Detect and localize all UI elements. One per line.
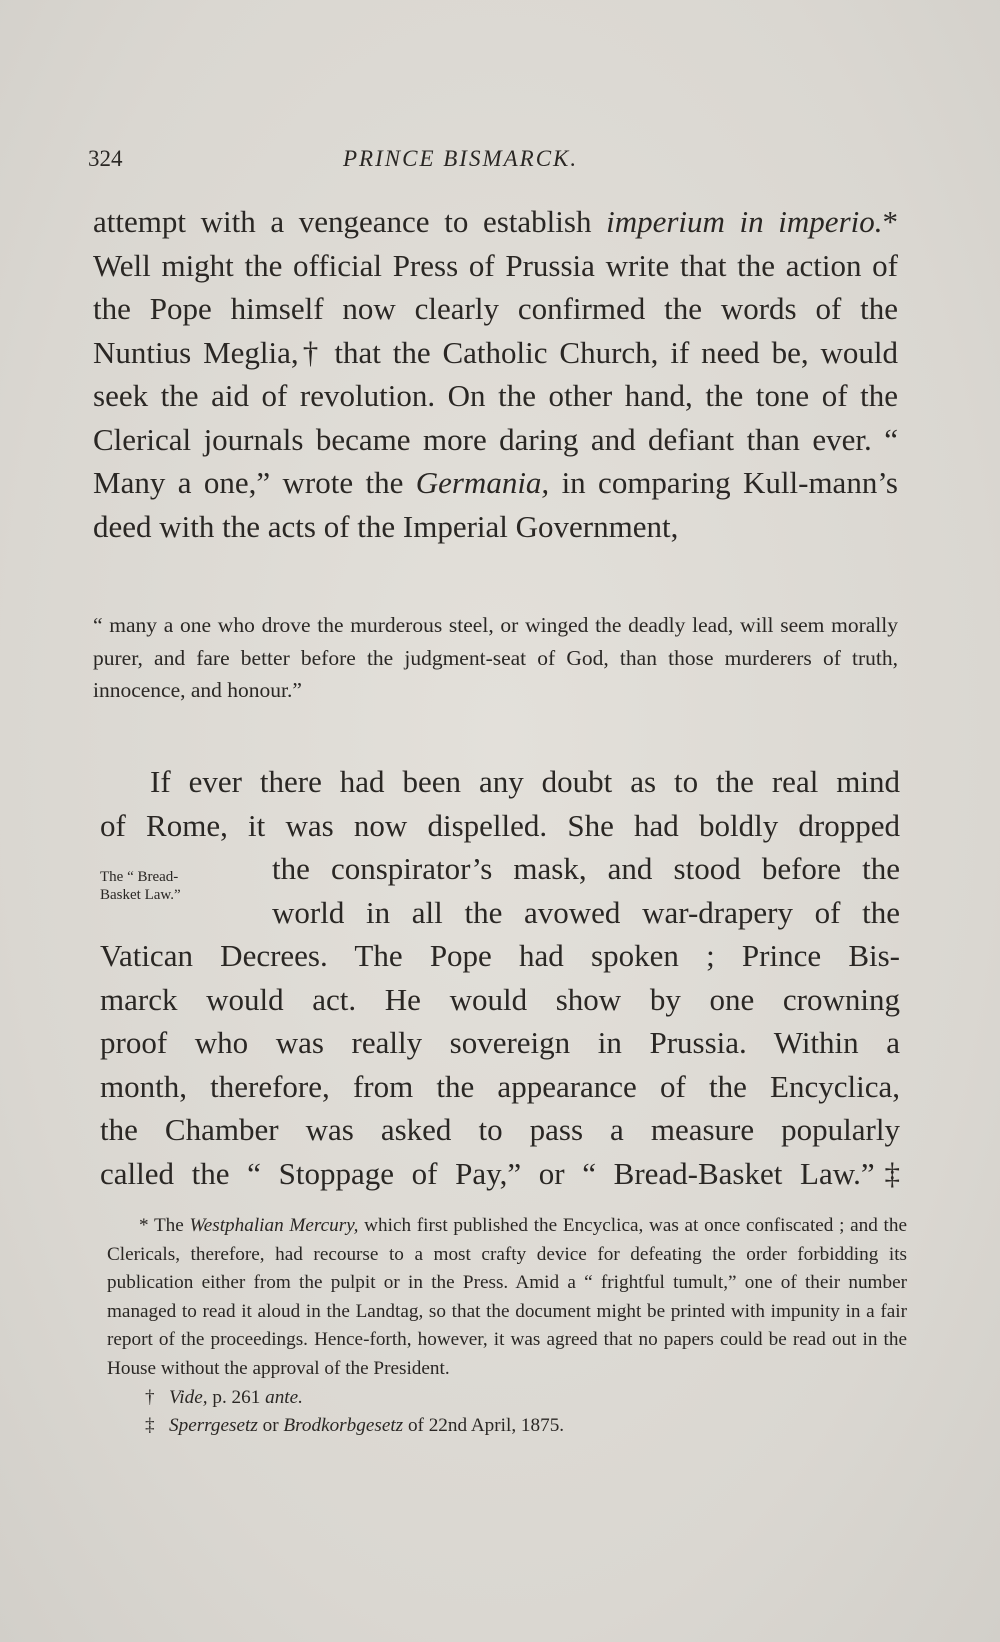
body-paragraph-2 [100, 760, 900, 1195]
paragraph-line: the Chamber was asked to pass a measure popularly [100, 1112, 900, 1147]
page-number: 324 [88, 146, 123, 171]
running-head [88, 146, 908, 178]
footnote-2 [107, 1384, 907, 1413]
paragraph-line: marck would act. He would show by one crowning [100, 981, 900, 1017]
text-run: in comparing Kull-mann’s deed with the acts of the Imperial Government, [93, 465, 898, 544]
margin-sidenote [100, 868, 250, 904]
running-title: PRINCE BISMARCK. [343, 146, 579, 171]
text-run: attempt with a vengeance to establish [93, 204, 607, 239]
italic-phrase: Vide, [169, 1386, 208, 1408]
paragraph-line: If ever there had been any doubt as to the real mind [150, 764, 900, 799]
footnotes [107, 1212, 907, 1441]
footnote-3 [107, 1412, 907, 1441]
italic-phrase: ante. [265, 1386, 303, 1408]
footnote-mark: * The [139, 1215, 190, 1236]
italic-phrase: Sperrgesetz [169, 1415, 258, 1437]
body-paragraph-1 [93, 200, 898, 548]
footnote-text: p. 261 [207, 1386, 266, 1408]
italic-phrase-imperium: imperium in imperio. [606, 204, 883, 239]
paragraph-line: called the “ Stoppage of Pay,” or “ Bread-Basket Law.”‡ [100, 1155, 900, 1191]
paragraph-line: proof who was really sovereign in Prussia. Within a [100, 1025, 900, 1060]
footnote-text: which first published the Encyclica, was at once confiscated ; and the Clericals, therefore, had recourse to a most crafty device for defeating the order forbidding its publication either from the pulpit or in the Press. Amid a “ frightful tumult,” one of their number managed to read it aloud in the Landtag, so that the document might be printed with impunity in a fair report of the proceedings. Hence-forth, however, it was agreed that no papers could be read out in the House without the approval of the President. [107, 1215, 907, 1379]
footnote-mark: † [145, 1386, 155, 1408]
paragraph-line: the conspirator’s mask, and stood before the [272, 851, 900, 886]
paragraph-line: month, therefore, from the appearance of the Encyclica, [100, 1068, 900, 1104]
footnote-1 [107, 1212, 907, 1384]
italic-phrase: Brodkorbgesetz [283, 1415, 404, 1437]
paragraph-line: Vatican Decrees. The Pope had spoken ; Prince Bis- [100, 938, 900, 973]
footnote-text: or [257, 1415, 284, 1437]
paragraph-line: world in all the avowed war-drapery of the [272, 894, 900, 930]
footnote-text: of 22nd April, 1875. [403, 1415, 565, 1437]
paragraph-line: of Rome, it was now dispelled. She had boldly dropped [100, 807, 900, 843]
italic-phrase: Westphalian Mercury, [189, 1215, 359, 1236]
footnote-mark: ‡ [145, 1415, 155, 1437]
text-run: * Well might the official Press of Prussia write that the action of the Pope himself now clearly confirmed the words of the Nuntius Meglia,† that the Catholic Church, if need be, would seek the aid of revolution. On the other hand, the tone of the Clerical journals became more daring and defiant than ever. “ Many a one,” wrote the [93, 204, 898, 500]
sidenote-line: The “ Bread- [100, 869, 179, 885]
block-quote: “ many a one who drove the murderous steel, or winged the deadly lead, will seem morally purer, and fare better before the judgment-seat of God, than those murderers of truth, innocence, and honour.” [93, 613, 898, 702]
italic-phrase-germania: Germania, [415, 465, 550, 500]
paragraph-text [93, 200, 898, 548]
sidenote-line: Basket Law.” [100, 887, 181, 903]
